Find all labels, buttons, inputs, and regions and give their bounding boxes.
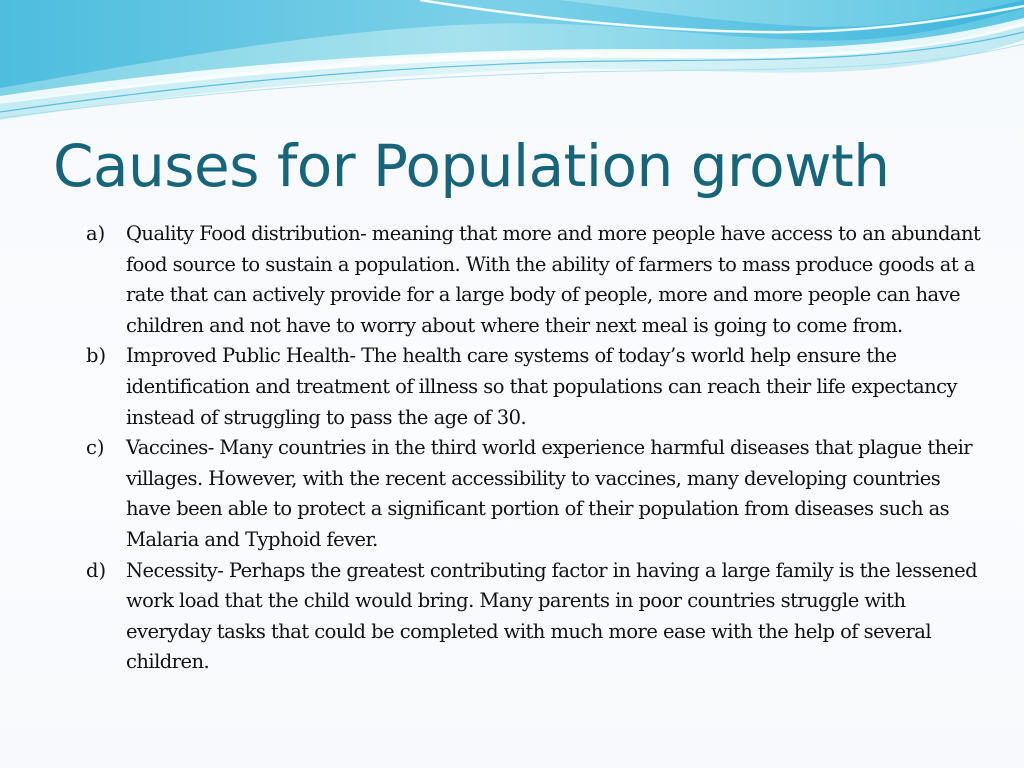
list-item-text: Necessity- Perhaps the greatest contributing factor in having a large family is the lessened work load that the child would bring. Many parents in poor countries struggle with everyday tasks that could be completed with much more ease with the help of several children. (126, 558, 978, 674)
list-item-d (86, 556, 986, 678)
decorative-wave-header (0, 0, 1024, 130)
list-item-text: Improved Public Health- The health care systems of today’s world help ensure the identification and treatment of illness so that populations can reach their life expectancy instead of struggling to pass the age of 30. (126, 344, 957, 429)
list-item-text: Quality Food distribution- meaning that more and more people have access to an abundant food source to sustain a population. With the ability of farmers to mass produce goods at a rate that can actively provide for a large body of people, more and more people can have children and not have to worry about where their next meal is going to come from. (126, 222, 981, 337)
list-marker: c) (86, 436, 105, 460)
list-item-a (86, 219, 986, 341)
list-item-c (86, 433, 986, 555)
list-marker: a) (86, 222, 106, 245)
list-marker: d) (86, 558, 107, 582)
list-item-b (86, 341, 986, 433)
list-marker: b) (86, 344, 107, 368)
slide-title: Causes for Population growth (53, 132, 890, 200)
causes-list (86, 219, 986, 678)
list-item-text: Vaccines- Many countries in the third world experience harmful diseases that plague their villages. However, with the recent accessibility to vaccines, many developing countries have been able to protect a significant portion of their population from diseases such as Malaria and Typhoid fever. (126, 436, 973, 551)
